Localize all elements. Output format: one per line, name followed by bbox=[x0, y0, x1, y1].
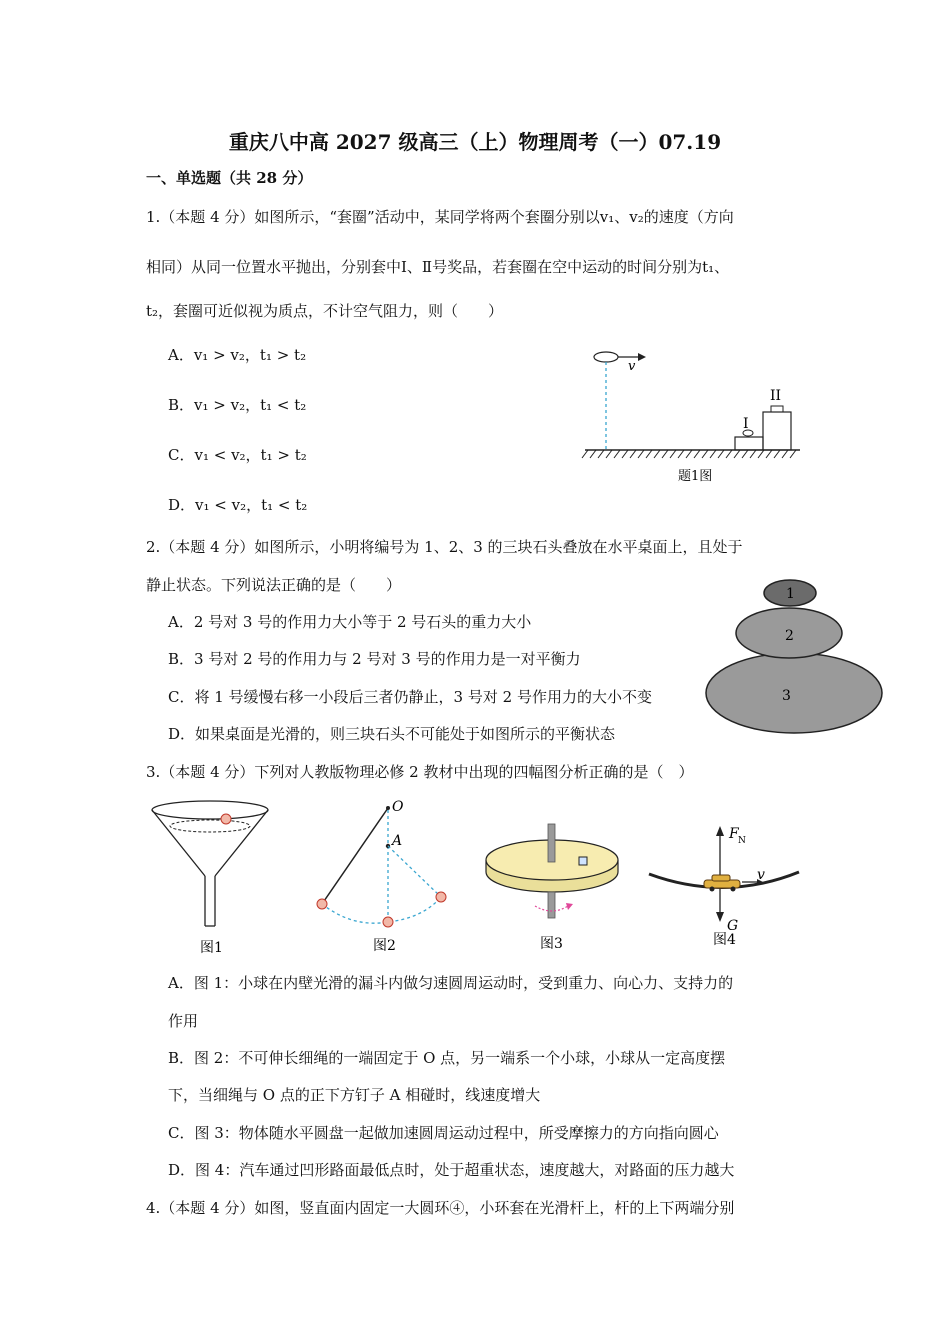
q3-fig1-caption: 图1 bbox=[200, 940, 223, 956]
q3-label-A: A bbox=[392, 833, 403, 849]
q1-label-I: I bbox=[743, 416, 749, 432]
q3-figure-1 bbox=[150, 798, 280, 958]
q3-option-d: D．图 4：汽车通过凹形路面最低点时，处于超重状态，速度越大，对路面的压力越大 bbox=[168, 1161, 735, 1179]
q4-line1: 4.（本题 4 分）如图，竖直面内固定一大圆环④，小环套在光滑杆上，杆的上下两端分别 bbox=[146, 1199, 735, 1217]
q2-figure bbox=[700, 576, 890, 736]
arrow-up-icon bbox=[716, 826, 724, 836]
q1-label-v: v bbox=[628, 359, 636, 374]
q3-label-FN-sub: N bbox=[738, 836, 746, 846]
arrow-down-icon bbox=[716, 912, 724, 922]
q3-fig2-caption: 图2 bbox=[373, 938, 396, 954]
q1-label-II: II bbox=[770, 388, 782, 404]
q2-line2: 静止状态。下列说法正确的是（ ） bbox=[146, 576, 402, 594]
q3-option-a: A．图 1：小球在内壁光滑的漏斗内做匀速圆周运动时，受到重力、向心力、支持力的 bbox=[168, 974, 734, 992]
q3-fig4-caption: 图4 bbox=[713, 932, 736, 948]
q3-fig3-caption: 图3 bbox=[540, 936, 563, 952]
q2-option-c: C．将 1 号缓慢右移一小段后三者仍静止，3 号对 2 号作用力的大小不变 bbox=[168, 688, 652, 706]
q3-option-c: C．图 3：物体随水平圆盘一起做加速圆周运动过程中，所受摩擦力的方向指向圆心 bbox=[168, 1124, 719, 1142]
q3-option-a-cont: 作用 bbox=[168, 1012, 199, 1030]
q2-option-b: B．3 号对 2 号的作用力与 2 号对 3 号的作用力是一对平衡力 bbox=[168, 650, 581, 668]
q2-option-a: A．2 号对 3 号的作用力大小等于 2 号石头的重力大小 bbox=[168, 613, 532, 631]
q3-option-b: B．图 2：不可伸长细绳的一端固定于 O 点，另一端系一个小球，小球从一定高度摆 bbox=[168, 1049, 726, 1067]
ball-icon bbox=[436, 892, 446, 902]
q3-label-FN: F bbox=[729, 826, 739, 842]
q3-label-O: O bbox=[392, 799, 404, 815]
rotation-arrow-icon bbox=[566, 903, 573, 910]
q3-figure-2 bbox=[308, 798, 458, 958]
q1-figure bbox=[580, 340, 810, 490]
ring-icon bbox=[594, 352, 618, 362]
stone-1-label: 1 bbox=[786, 586, 795, 602]
section-heading: 一、单选题（共 28 分） bbox=[146, 169, 313, 187]
q3-option-b-cont: 下，当细绳与 O 点的正下方钉子 A 相碰时，线速度增大 bbox=[168, 1086, 541, 1104]
stone-2-label: 2 bbox=[785, 628, 794, 644]
ball-icon bbox=[317, 899, 327, 909]
ball-icon bbox=[383, 917, 393, 927]
ball-icon bbox=[221, 814, 231, 824]
prize-2-icon bbox=[771, 406, 783, 412]
q3-figure-3 bbox=[480, 820, 630, 955]
q1-caption: 题1图 bbox=[678, 469, 713, 484]
q1-option-a: A．v₁ > v₂，t₁ > t₂ bbox=[168, 346, 307, 364]
block-icon bbox=[579, 857, 587, 865]
q1-line3: t₂，套圈可近似视为质点，不计空气阻力，则（ ） bbox=[146, 302, 504, 320]
q3-figure-4 bbox=[645, 822, 805, 952]
q2-line1: 2.（本题 4 分）如图所示，小明将编号为 1、2、3 的三块石头叠放在水平桌面上，且处于 bbox=[146, 538, 743, 556]
q1-option-c: C．v₁ < v₂，t₁ > t₂ bbox=[168, 446, 307, 464]
q3-label-G: G bbox=[727, 918, 739, 934]
arrow-icon bbox=[638, 353, 646, 361]
stone-3 bbox=[706, 653, 882, 733]
page-title: 重庆八中高 2027 级高三（上）物理周考（一）07.19 bbox=[228, 130, 722, 154]
q1-option-b: B．v₁ > v₂，t₁ < t₂ bbox=[168, 396, 307, 414]
q3-label-v: v bbox=[757, 867, 765, 883]
stone-3-label: 3 bbox=[782, 688, 791, 704]
q3-line1: 3.（本题 4 分）下列对人教版物理必修 2 教材中出现的四幅图分析正确的是（ ） bbox=[146, 763, 694, 781]
q1-option-d: D．v₁ < v₂，t₁ < t₂ bbox=[168, 496, 308, 514]
q2-option-d: D．如果桌面是光滑的，则三块石头不可能处于如图所示的平衡状态 bbox=[168, 725, 616, 743]
q1-line1: 1.（本题 4 分）如图所示，“套圈”活动中，某同学将两个套圈分别以v₁、v₂的速度（方向 bbox=[146, 208, 734, 226]
q1-line2: 相同）从同一位置水平抛出，分别套中Ⅰ、Ⅱ号奖品，若套圈在空中运动的时间分别为t₁、 bbox=[146, 258, 730, 276]
